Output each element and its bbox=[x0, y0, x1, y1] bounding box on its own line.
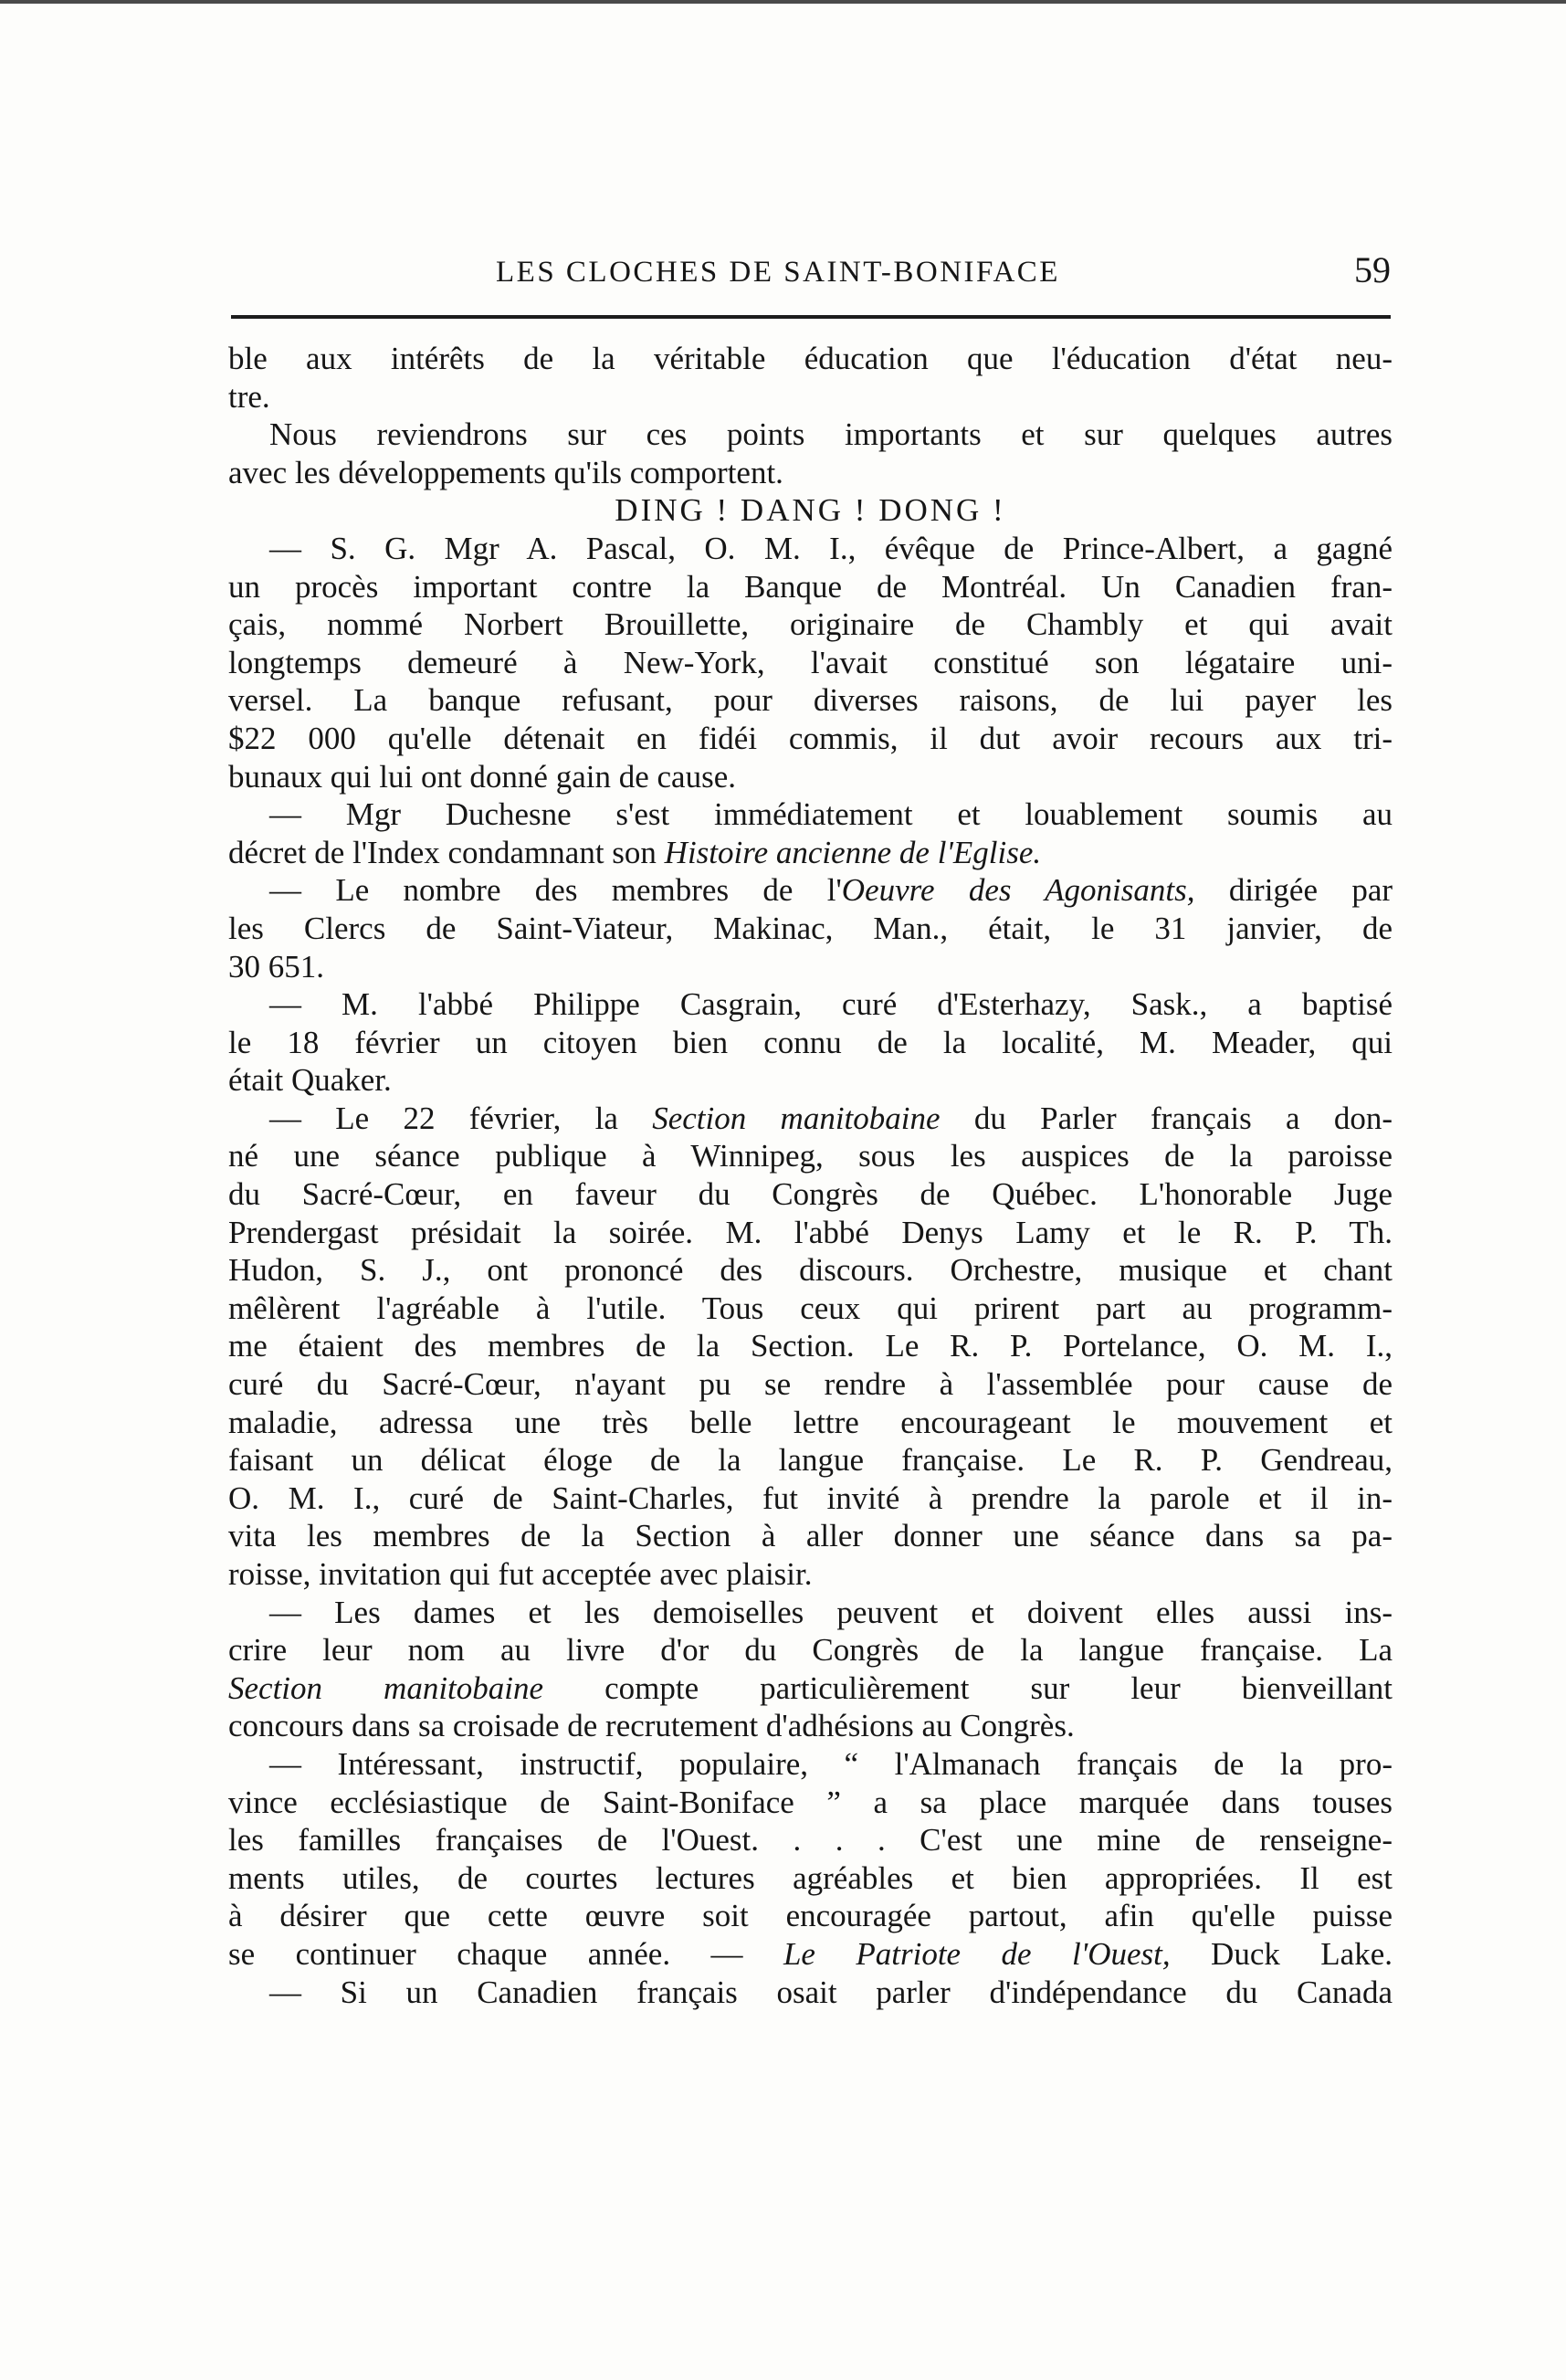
text-line bbox=[228, 1137, 1393, 1175]
text-run: un procès important contre la Banque de Montréal. Un Canadien fran- bbox=[228, 568, 1393, 605]
text-line bbox=[228, 1669, 1393, 1708]
text-run: O. M. I., curé de Saint-Charles, fut invité à prendre la parole et il in- bbox=[228, 1480, 1393, 1516]
text-line bbox=[228, 530, 1393, 568]
text-run: $22 000 qu'elle détenait en fidéi commis, il dut avoir recours aux tri- bbox=[228, 720, 1393, 756]
italic-title: Le Patriote de l'Ouest, bbox=[783, 1935, 1171, 1972]
italic-title: Histoire ancienne de l'Eglise. bbox=[664, 834, 1042, 870]
text-line bbox=[228, 1935, 1393, 1974]
text-run: se continuer chaque année. — bbox=[228, 1935, 783, 1972]
italic-title: Section manitobaine bbox=[652, 1100, 941, 1136]
text-run: versel. La banque refusant, pour diverses raisons, de lui payer les bbox=[228, 682, 1393, 719]
text-run: ments utiles, de courtes lectures agréables et bien appropriées. Il est bbox=[228, 1859, 1393, 1896]
text-run: vince ecclésiastique de Saint-Boniface ” a sa place marquée dans touses bbox=[228, 1784, 1393, 1820]
text-line bbox=[228, 720, 1393, 758]
text-run: crire leur nom au livre d'or du Congrès de la langue française. La bbox=[228, 1632, 1393, 1669]
text-line bbox=[228, 1441, 1393, 1480]
text-run: — Intéressant, instructif, populaire, “ l'Almanach français de la pro- bbox=[269, 1745, 1393, 1782]
scan-top-edge bbox=[0, 0, 1566, 4]
text-run: — S. G. Mgr A. Pascal, O. M. I., évêque de Prince-Albert, a gagné bbox=[269, 530, 1393, 566]
text-run: compte particulièrement sur leur bienveillant bbox=[543, 1669, 1393, 1706]
text-run: curé du Sacré-Cœur, n'ayant pu se rendre à l'assemblée pour cause de bbox=[228, 1366, 1393, 1403]
text-run: tre. bbox=[228, 378, 270, 415]
text-line bbox=[228, 795, 1393, 834]
text-run: Nous reviendrons sur ces points importants et sur quelques autres bbox=[269, 416, 1393, 453]
text-run: roisse, invitation qui fut acceptée avec plaisir. bbox=[228, 1556, 813, 1592]
text-line bbox=[228, 340, 1393, 378]
text-run: avec les développements qu'ils comportent. bbox=[228, 454, 783, 490]
italic-title: Section manitobaine bbox=[228, 1669, 544, 1706]
text-line bbox=[228, 1480, 1393, 1518]
text-run: Hudon, S. J., ont prononcé des discours. Orchestre, musique et chant bbox=[228, 1252, 1393, 1289]
text-run: Prendergast présidait la soirée. M. l'abbé Denys Lamy et le R. P. Th. bbox=[228, 1214, 1393, 1250]
text-line bbox=[228, 758, 1393, 796]
text-run: mêlèrent l'agréable à l'utile. Tous ceux qui prirent part au programm- bbox=[228, 1290, 1393, 1326]
text-run: vita les membres de la Section à aller donner une séance dans sa pa- bbox=[228, 1518, 1393, 1554]
text-run: du Sacré-Cœur, en faveur du Congrès de Québec. L'honorable Juge bbox=[228, 1176, 1393, 1213]
body-text bbox=[228, 340, 1393, 2011]
text-run: çais, nommé Norbert Brouillette, originaire de Chambly et qui avait bbox=[228, 606, 1393, 643]
text-line bbox=[228, 378, 1393, 416]
text-run: à désirer que cette œuvre soit encouragée partout, afin qu'elle puisse bbox=[228, 1898, 1393, 1934]
text-line bbox=[228, 416, 1393, 454]
text-line bbox=[228, 910, 1393, 948]
text-run: bunaux qui lui ont donné gain de cause. bbox=[228, 758, 736, 795]
text-run: ble aux intérêts de la véritable éducation que l'éducation d'état neu- bbox=[228, 341, 1393, 376]
text-line bbox=[228, 1290, 1393, 1328]
text-run: dirigée par bbox=[1194, 872, 1393, 909]
text-line bbox=[228, 834, 1393, 872]
text-run: 30 651. bbox=[228, 948, 324, 985]
text-line bbox=[228, 644, 1393, 682]
text-run: décret de l'Index condamnant son bbox=[228, 834, 665, 870]
text-run: me étaient des membres de la Section. Le R. P. Portelance, O. M. I., bbox=[228, 1328, 1393, 1364]
text-line bbox=[228, 606, 1393, 644]
text-line bbox=[228, 1631, 1393, 1669]
running-head: LES CLOCHES DE SAINT-BONIFACE bbox=[496, 256, 1060, 289]
text-line bbox=[228, 1707, 1393, 1745]
text-line bbox=[228, 1024, 1393, 1062]
text-run: faisant un délicat éloge de la langue française. Le R. P. Gendreau, bbox=[228, 1442, 1393, 1479]
text-line bbox=[228, 454, 1393, 492]
text-line bbox=[228, 1214, 1393, 1252]
section-heading bbox=[228, 491, 1393, 530]
text-line bbox=[228, 1175, 1393, 1214]
text-run: — Si un Canadien français osait parler d'indépendance du Canada bbox=[269, 1974, 1393, 2010]
page-number: 59 bbox=[1354, 249, 1391, 290]
text-run: — Mgr Duchesne s'est immédiatement et louablement soumis au bbox=[269, 796, 1393, 833]
text-run: les Clercs de Saint-Viateur, Makinac, Man., était, le 31 janvier, de bbox=[228, 910, 1393, 946]
text-run: le 18 février un citoyen bien connu de la localité, M. Meader, qui bbox=[228, 1024, 1393, 1060]
text-line bbox=[228, 1859, 1393, 1898]
text-run: les familles françaises de l'Ouest. . . . C'est une mine de renseigne- bbox=[228, 1822, 1393, 1859]
text-run: — Le 22 février, la bbox=[269, 1100, 653, 1136]
text-run: concours dans sa croisade de recrutement d'adhésions au Congrès. bbox=[228, 1708, 1075, 1744]
text-line bbox=[228, 1897, 1393, 1935]
text-run: — Le nombre des membres de l' bbox=[269, 872, 842, 909]
text-run: DING ! DANG ! DONG ! bbox=[615, 492, 1006, 529]
text-line bbox=[228, 1251, 1393, 1290]
text-line bbox=[228, 1821, 1393, 1859]
text-line bbox=[228, 1555, 1393, 1594]
page-header bbox=[231, 245, 1391, 300]
text-line bbox=[228, 1745, 1393, 1784]
text-run: — M. l'abbé Philippe Casgrain, curé d'Esterhazy, Sask., a baptisé bbox=[269, 986, 1393, 1023]
text-line bbox=[228, 1974, 1393, 2012]
text-run: Duck Lake. bbox=[1170, 1935, 1393, 1972]
text-line bbox=[228, 1061, 1393, 1100]
text-run: était Quaker. bbox=[228, 1062, 392, 1099]
italic-title: Oeuvre des Agonisants, bbox=[841, 872, 1195, 909]
text-line bbox=[228, 1100, 1393, 1138]
text-line bbox=[228, 1327, 1393, 1365]
text-line bbox=[228, 1594, 1393, 1632]
text-run: — Les dames et les demoiselles peuvent et doivent elles aussi ins- bbox=[269, 1594, 1393, 1630]
text-run: longtemps demeuré à New-York, l'avait constitué son légataire uni- bbox=[228, 644, 1393, 680]
header-rule bbox=[231, 315, 1391, 319]
text-run: maladie, adressa une très belle lettre encourageant le mouvement et bbox=[228, 1404, 1393, 1440]
text-line bbox=[228, 871, 1393, 910]
text-line bbox=[228, 1365, 1393, 1404]
text-line bbox=[228, 568, 1393, 606]
text-line bbox=[228, 681, 1393, 720]
text-line bbox=[228, 985, 1393, 1024]
text-run: né une séance publique à Winnipeg, sous les auspices de la paroisse bbox=[228, 1138, 1393, 1174]
text-line bbox=[228, 948, 1393, 986]
text-line bbox=[228, 1784, 1393, 1822]
text-line bbox=[228, 1404, 1393, 1442]
text-line bbox=[228, 1517, 1393, 1555]
text-run: du Parler français a don- bbox=[940, 1100, 1393, 1136]
